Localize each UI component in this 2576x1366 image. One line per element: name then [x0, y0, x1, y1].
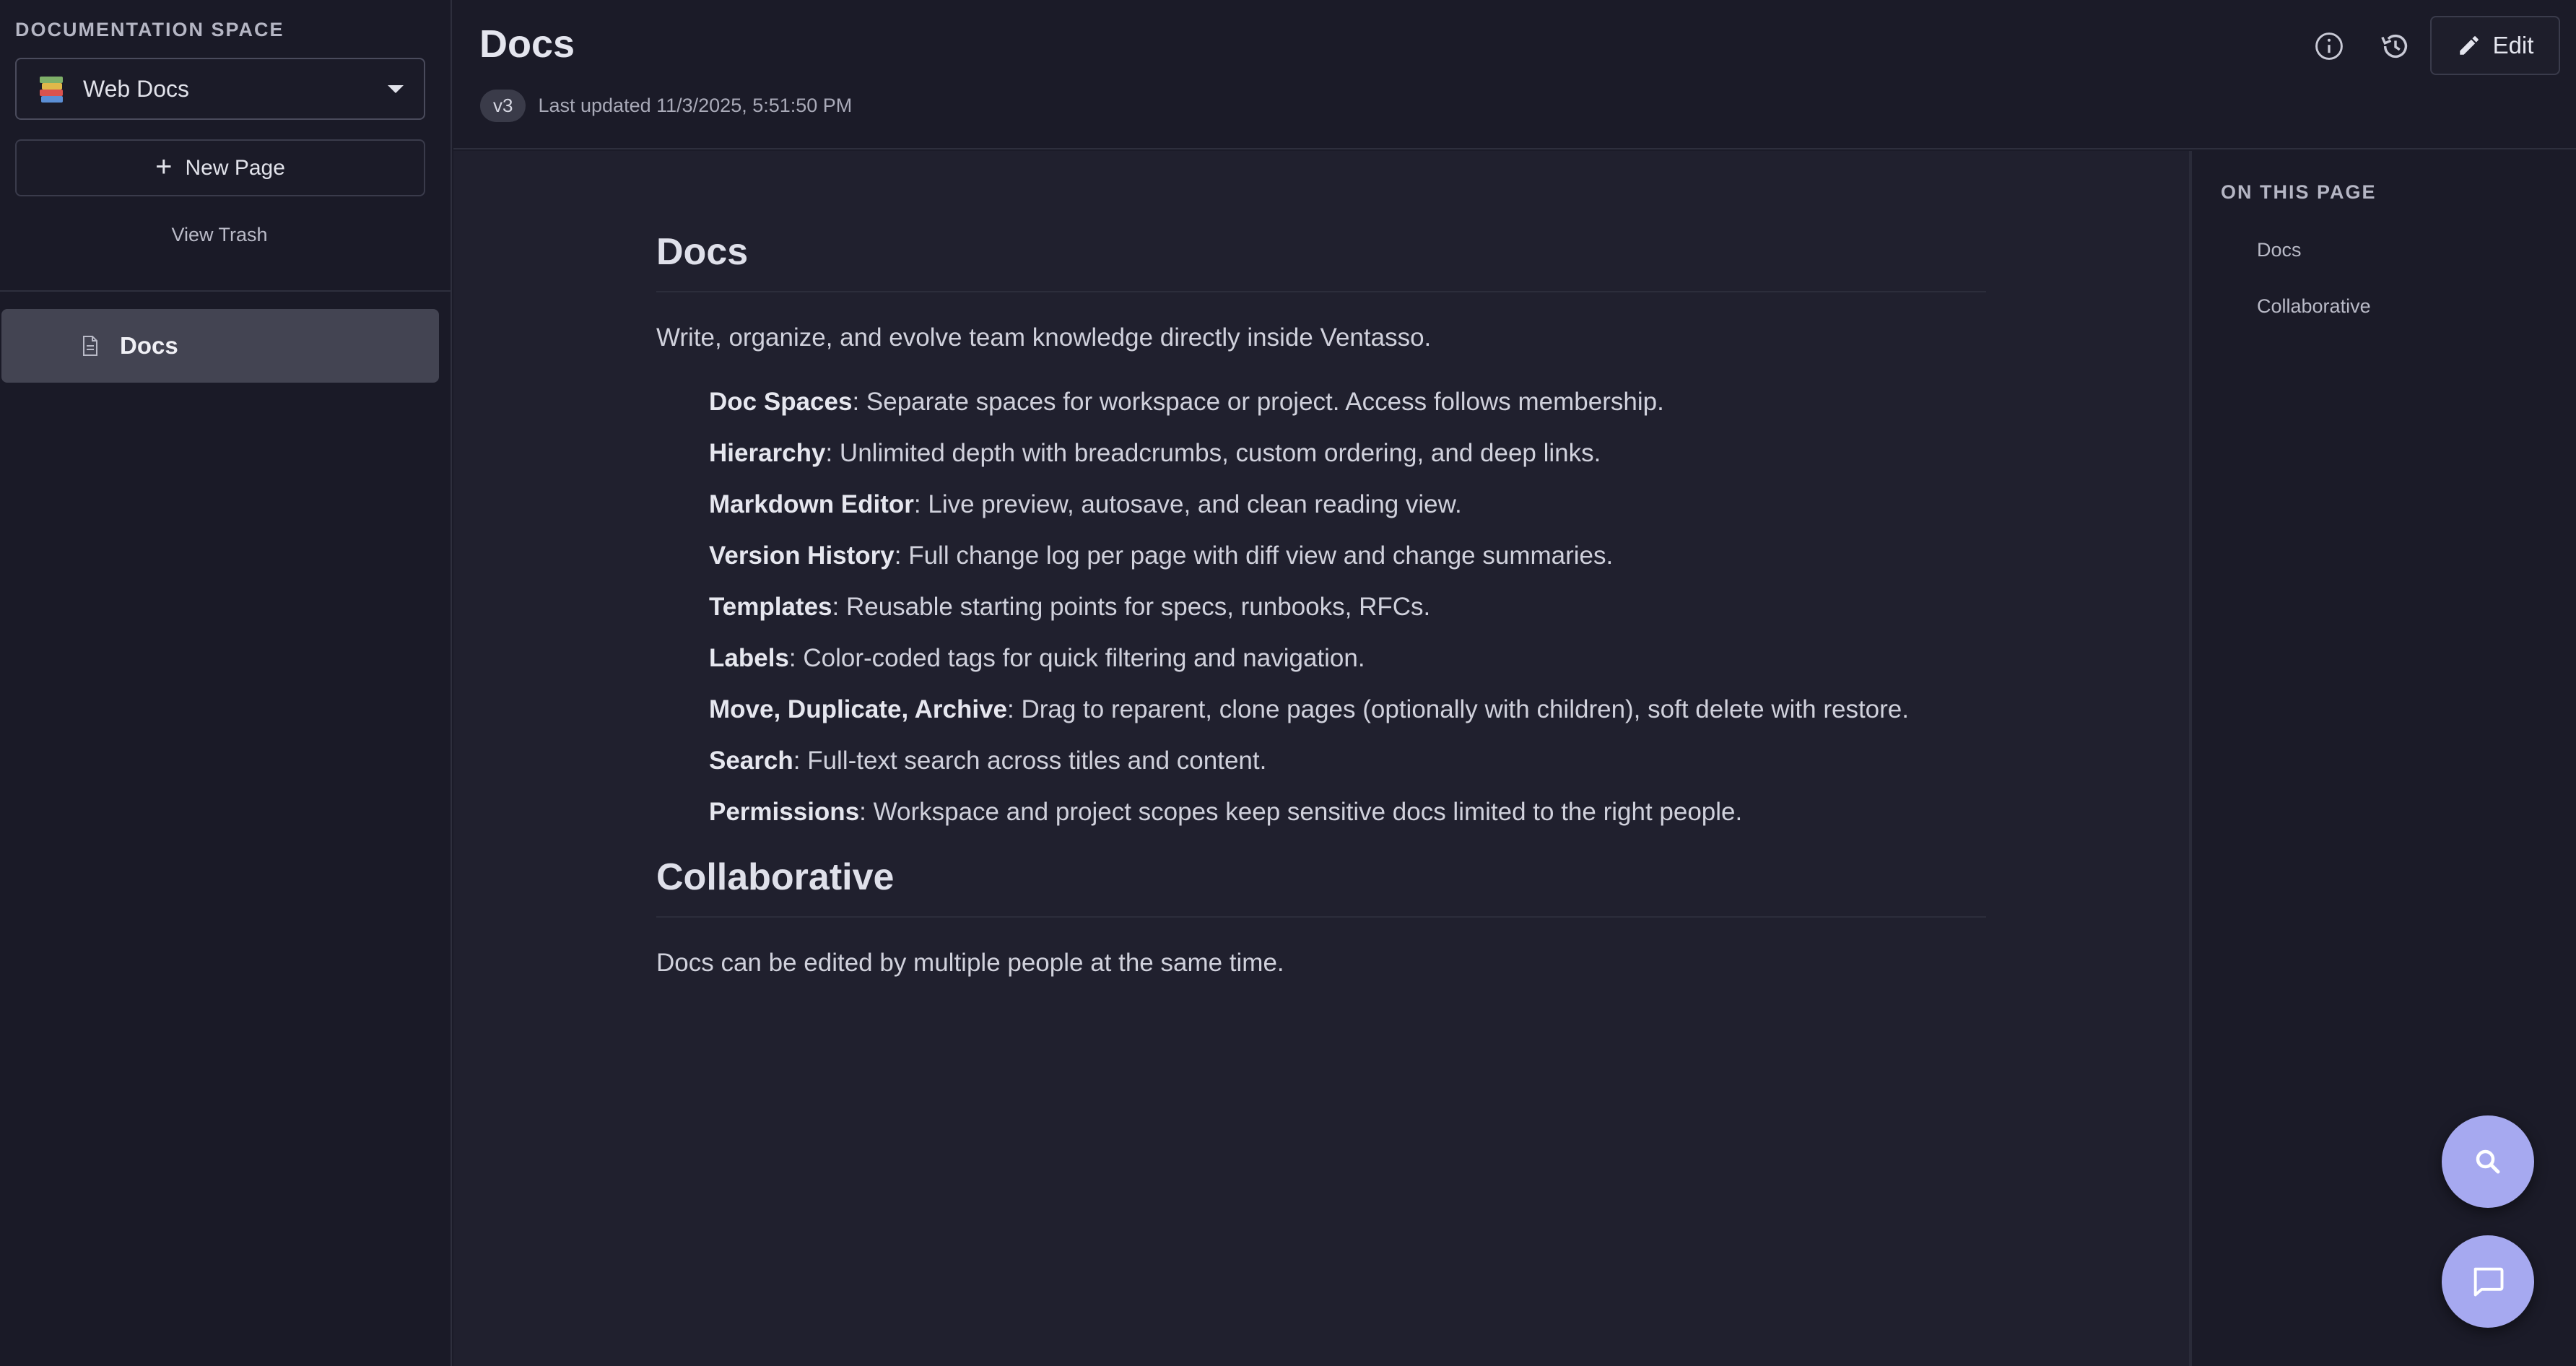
feature-name: Doc Spaces	[709, 388, 853, 416]
feature-desc: : Separate spaces for workspace or project. Access follows membership.	[852, 388, 1664, 416]
list-item	[709, 746, 1986, 797]
list-item	[709, 438, 1986, 490]
main-content	[453, 151, 2189, 1366]
section-heading-docs: Docs	[656, 230, 1986, 292]
feature-name: Move, Duplicate, Archive	[709, 695, 1007, 723]
space-selector-value: Web Docs	[83, 75, 190, 102]
chat-fab[interactable]	[2442, 1235, 2534, 1328]
toc-title: ON THIS PAGE	[2221, 181, 2377, 203]
new-page-button[interactable]	[15, 139, 425, 196]
feature-desc: : Reusable starting points for specs, runbooks, RFCs.	[832, 593, 1431, 621]
info-icon	[2313, 30, 2345, 62]
history-icon	[2379, 30, 2412, 63]
document-icon	[82, 336, 98, 356]
list-item	[709, 695, 1986, 746]
list-item	[709, 490, 1986, 541]
feature-desc: : Drag to reparent, clone pages (optionally with children), soft delete with restore.	[1007, 695, 1909, 723]
edit-button[interactable]	[2430, 16, 2560, 75]
history-button[interactable]	[2375, 26, 2416, 66]
chevron-down-icon	[388, 85, 404, 93]
feature-list	[709, 387, 1986, 848]
plus-icon: +	[155, 150, 173, 183]
books-icon	[38, 75, 64, 103]
space-label: DOCUMENTATION SPACE	[15, 19, 284, 40]
view-trash-link[interactable]: View Trash	[171, 224, 268, 245]
feature-name: Hierarchy	[709, 439, 826, 467]
sidebar-divider	[0, 290, 451, 292]
collaborative-paragraph: Docs can be edited by multiple people at the same time.	[656, 949, 1284, 977]
feature-name: Version History	[709, 541, 895, 570]
chat-icon	[2469, 1263, 2507, 1300]
list-item	[709, 643, 1986, 695]
search-icon	[2473, 1147, 2503, 1177]
page-title: Docs	[479, 22, 575, 66]
feature-name: Templates	[709, 593, 832, 621]
search-fab[interactable]	[2442, 1115, 2534, 1208]
list-item	[709, 387, 1986, 438]
version-badge: v3	[480, 90, 526, 122]
page-header	[453, 0, 2576, 149]
feature-desc: : Full-text search across titles and content.	[793, 747, 1267, 775]
edit-label: Edit	[2492, 32, 2534, 58]
feature-name: Permissions	[709, 798, 860, 826]
new-page-label: New Page	[185, 155, 285, 180]
doc-article	[656, 230, 1986, 978]
space-selector[interactable]	[15, 58, 425, 120]
feature-desc: : Live preview, autosave, and clean reading view.	[913, 490, 1462, 518]
info-button[interactable]	[2309, 26, 2349, 66]
page-meta	[480, 90, 852, 122]
tree-item-docs[interactable]	[1, 309, 439, 383]
feature-desc: : Full change log per page with diff view and change summaries.	[894, 541, 1614, 570]
feature-name: Markdown Editor	[709, 490, 914, 518]
feature-name: Labels	[709, 644, 789, 672]
pencil-icon	[2457, 33, 2481, 58]
feature-desc: : Color-coded tags for quick filtering and navigation.	[788, 644, 1365, 672]
feature-name: Search	[709, 747, 793, 775]
list-item	[709, 592, 1986, 643]
list-item	[709, 541, 1986, 592]
list-item	[709, 797, 1986, 848]
sidebar	[0, 0, 452, 1366]
feature-desc: : Workspace and project scopes keep sensitive docs limited to the right people.	[859, 798, 1743, 826]
section-heading-collaborative: Collaborative	[656, 856, 1986, 918]
intro-paragraph: Write, organize, and evolve team knowledge directly inside Ventasso.	[656, 323, 1432, 352]
feature-desc: : Unlimited depth with breadcrumbs, custom ordering, and deep links.	[825, 439, 1601, 467]
last-updated: Last updated 11/3/2025, 5:51:50 PM	[538, 95, 853, 116]
toc-item-docs[interactable]: Docs	[2257, 239, 2302, 261]
tree-item-label: Docs	[120, 332, 178, 359]
toc-item-collaborative[interactable]: Collaborative	[2257, 295, 2371, 317]
